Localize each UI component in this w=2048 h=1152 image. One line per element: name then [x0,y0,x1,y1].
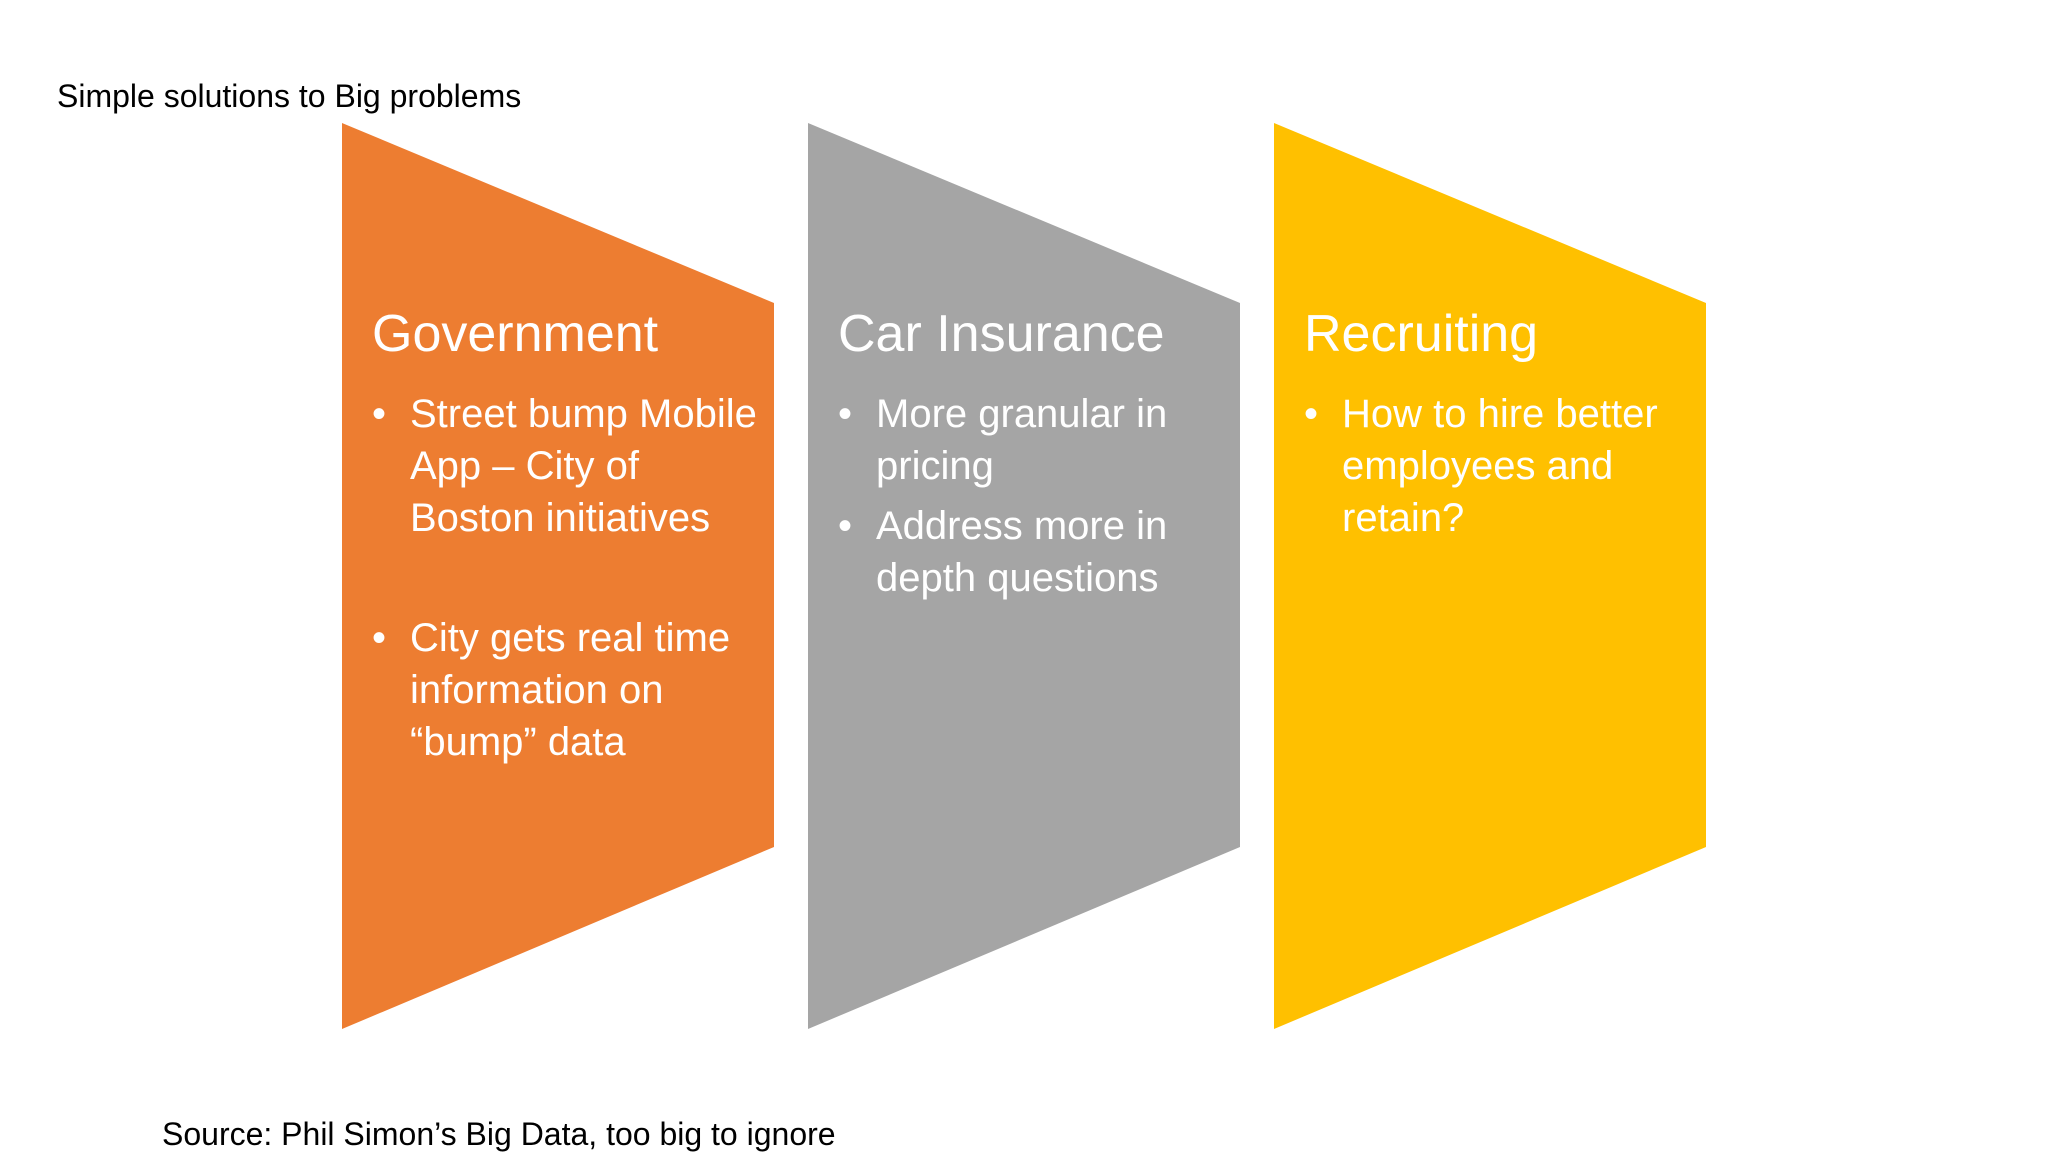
government-panel [372,300,772,768]
source-citation: Source: Phil Simon’s Big Data, too big to ignore [162,1116,836,1152]
car-insurance-bullet-1: • More granular in pricing [838,388,1238,492]
recruiting-panel-shape [1274,123,1706,1029]
car-insurance-panel [838,300,1238,604]
car-insurance-heading: Car Insurance [838,305,1165,363]
government-bullet-1: • Street bump Mobile App – City of Boston initiatives [372,388,772,544]
government-bullet-2: • City gets real time information on “bump” data [372,612,772,768]
slide-title: Simple solutions to Big problems [57,78,522,114]
government-heading: Government [372,305,659,363]
car-insurance-bullet-2: • Address more in depth questions [838,500,1238,604]
recruiting-bullet-1: • How to hire better employees and retain? [1304,388,1704,544]
recruiting-heading: Recruiting [1304,305,1539,363]
recruiting-panel [1304,300,1704,544]
